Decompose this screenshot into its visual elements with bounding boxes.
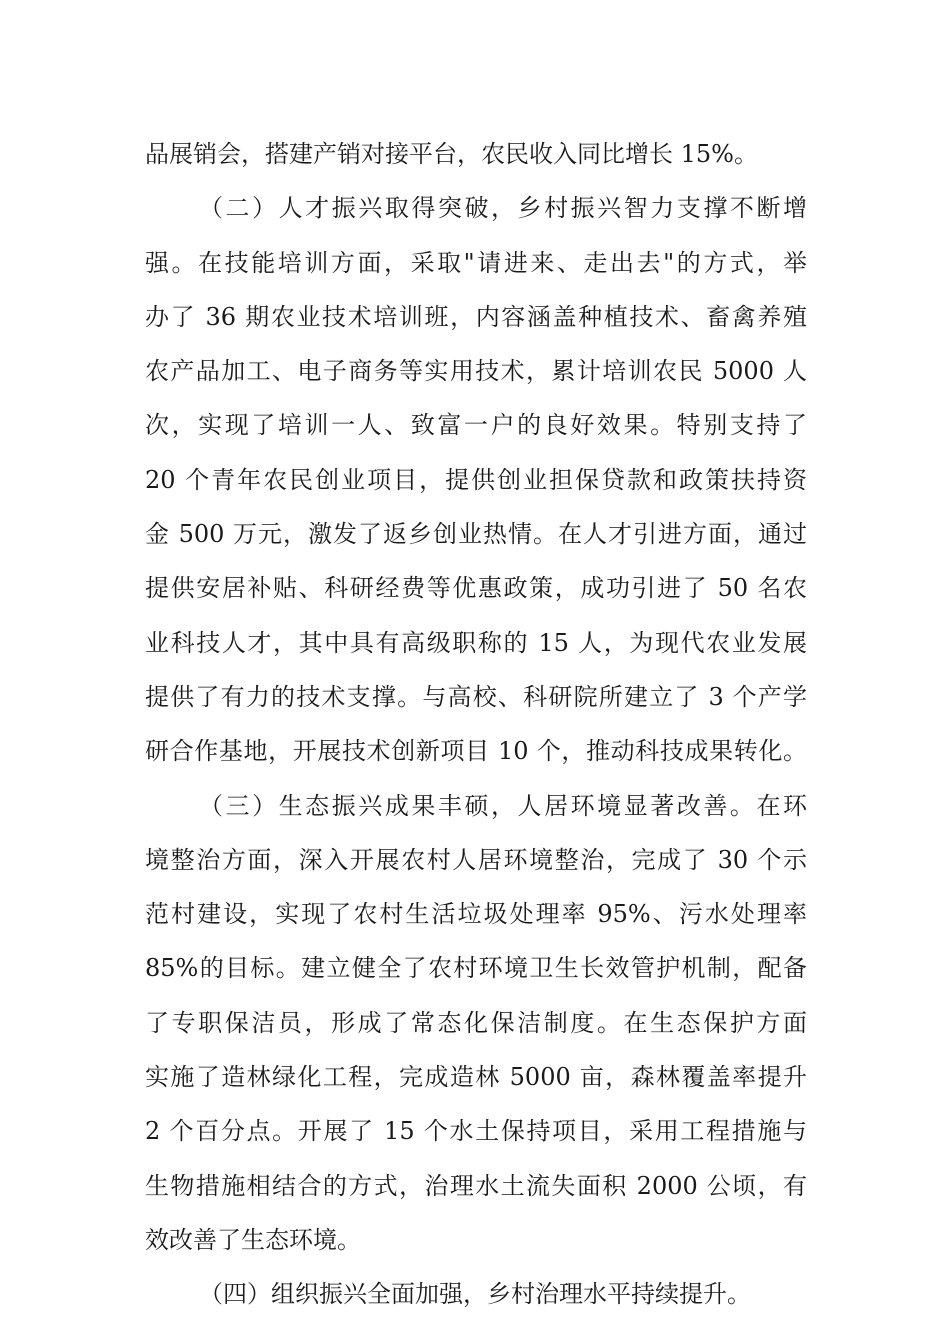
text-line: 实施了造林绿化工程，完成造林 5000 亩，森林覆盖率提升 [145,1063,807,1092]
text-line: 次，实现了培训一人、致富一户的良好效果。特别支持了 [145,411,807,440]
section-heading-line: （四）组织振兴全面加强，乡村治理水平持续提升。 [199,1280,751,1309]
section-heading-line: （三）生态振兴成果丰硕，人居环境显著改善。在环 [199,791,807,820]
text-line: 品展销会，搭建产销对接平台，农民收入同比增长 15%。 [145,140,758,168]
text-line: 金 500 万元，激发了返乡创业热情。在人才引进方面，通过 [145,520,807,549]
text-line: 85%的目标。建立健全了农村环境卫生长效管护机制，配备 [145,954,807,983]
text-line: 办了 36 期农业技术培训班，内容涵盖种植技术、畜禽养殖 [145,302,807,331]
text-line: 效改善了生态环境。 [145,1225,361,1254]
text-line: 2 个百分点。开展了 15 个水土保持项目，采用工程措施与 [145,1117,807,1146]
document-body [145,127,807,1322]
text-line: 研合作基地，开展技术创新项目 10 个，推动科技成果转化。 [145,737,807,766]
text-line: 范村建设，实现了农村生活垃圾处理率 95%、污水处理率 [145,900,807,929]
text-line: 生物措施相结合的方式，治理水土流失面积 2000 公顷，有 [145,1171,807,1200]
text-line: 提供了有力的技术支撑。与高校、科研院所建立了 3 个产学 [145,682,807,711]
text-line: 强。在技能培训方面，采取"请进来、走出去"的方式，举 [145,248,807,277]
text-line: 农产品加工、电子商务等实用技术，累计培训农民 5000 人 [145,357,807,386]
text-line: 20 个青年农民创业项目，提供创业担保贷款和政策扶持资 [145,465,807,494]
text-line: 业科技人才，其中具有高级职称的 15 人，为现代农业发展 [145,628,807,657]
text-line: 境整治方面，深入开展农村人居环境整治，完成了 30 个示 [145,845,807,874]
text-line: 了专职保洁员，形成了常态化保洁制度。在生态保护方面 [145,1008,807,1037]
text-line: 提供安居补贴、科研经费等优惠政策，成功引进了 50 名农 [145,574,807,603]
section-heading-line: （二）人才振兴取得突破，乡村振兴智力支撑不断增 [199,194,807,223]
